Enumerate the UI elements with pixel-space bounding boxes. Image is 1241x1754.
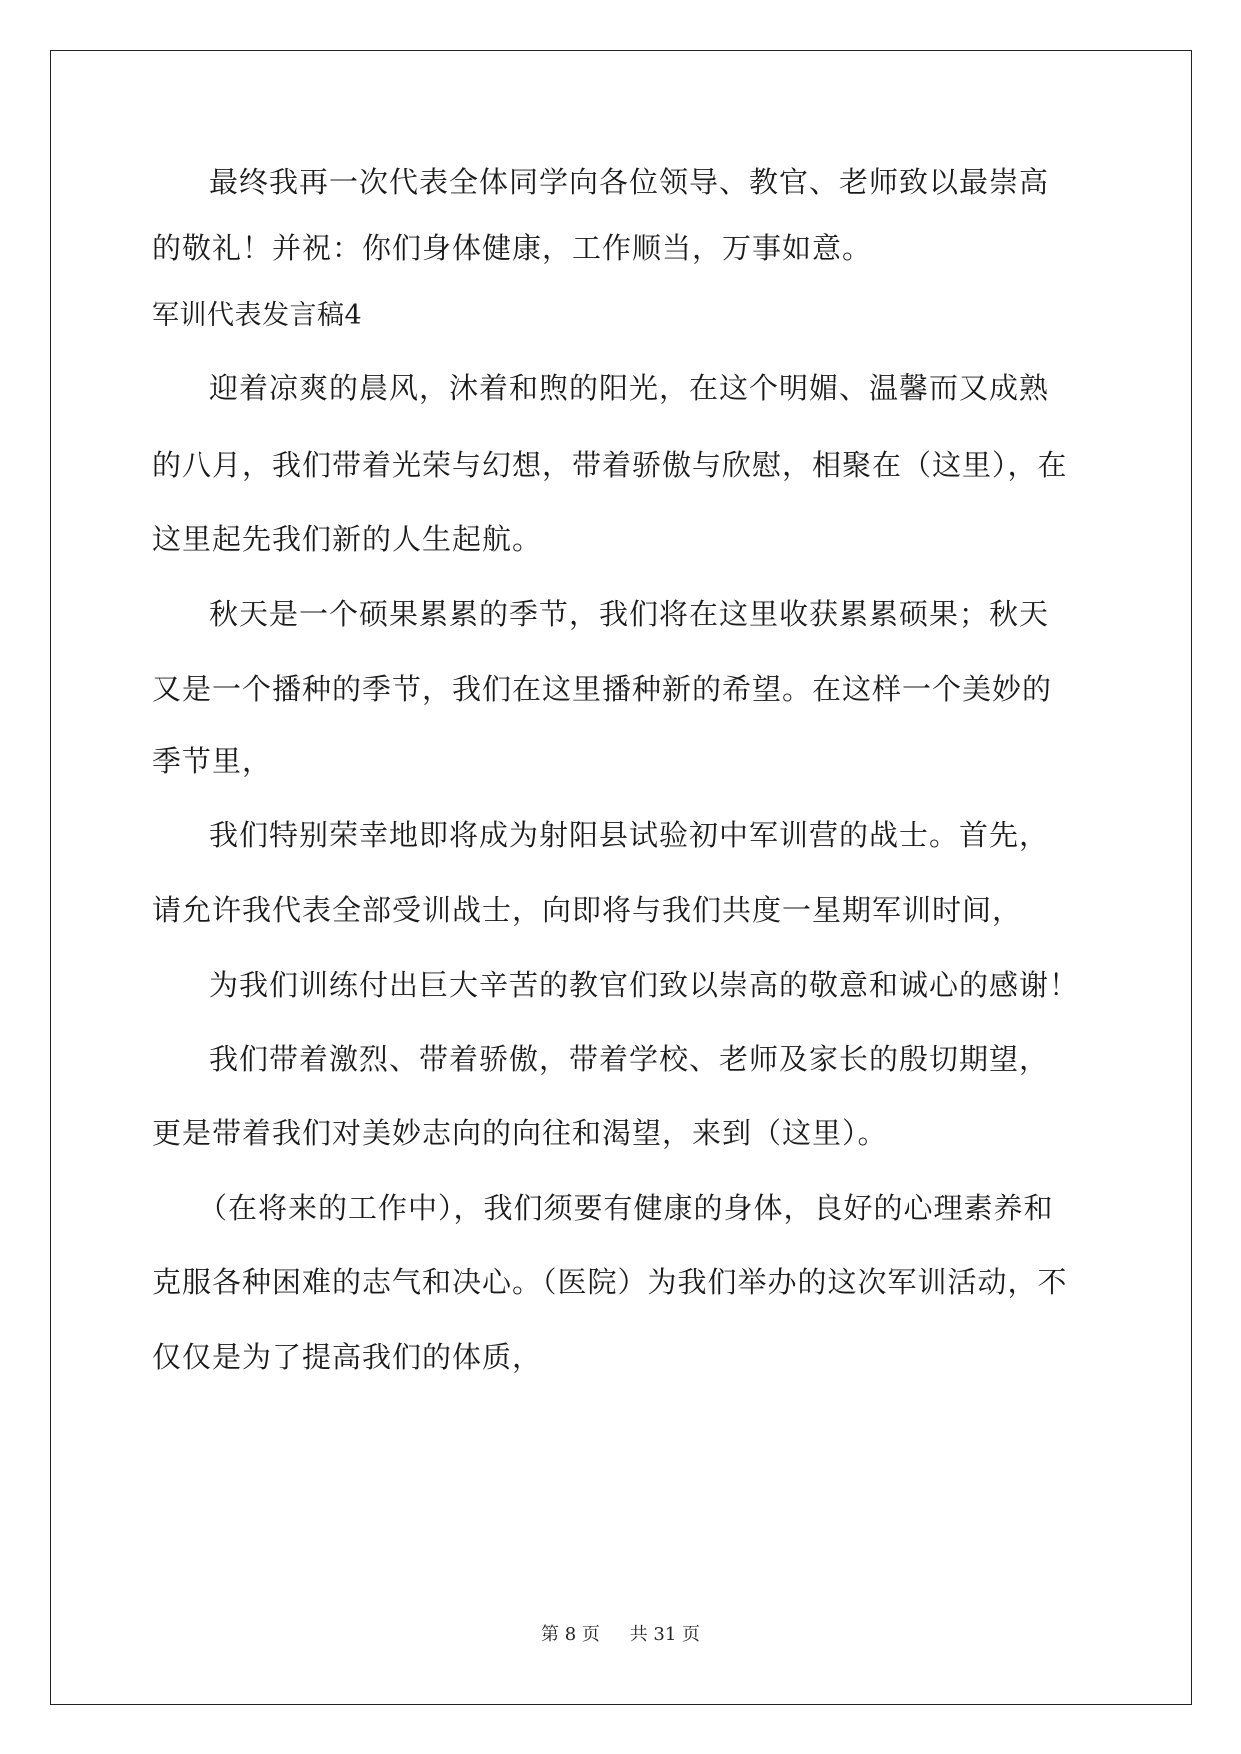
paragraph-line: 最终我再一次代表全体同学向各位领导、教官、老师致以最崇高 [209,165,1050,199]
paragraph-line: 我们特别荣幸地即将成为射阳县试验初中军训营的战士。首先， [209,818,1050,852]
paragraph-line: 更是带着我们对美妙志向的向往和渴望，来到（这里）。 [152,1116,888,1150]
paragraph-line: 又是一个播种的季节，我们在这里播种新的希望。在这样一个美妙的 [152,672,1053,706]
paragraph-line: 的敬礼！并祝：你们身体健康，工作顺当，万事如意。 [152,231,873,265]
paragraph-line: 仅仅是为了提高我们的体质， [152,1340,543,1374]
paragraph-line: （在将来的工作中），我们须要有健康的身体，良好的心理素养和 [198,1191,1054,1225]
paragraph-line: 为我们训练付出巨大辛苦的教官们致以崇高的敬意和诚心的感谢！ [209,968,1080,1002]
paragraph-line: 的八月，我们带着光荣与幻想，带着骄傲与欣慰，相聚在（这里），在 [152,448,1068,482]
paragraph-line: 迎着凉爽的晨风，沐着和煦的阳光，在这个明媚、温馨而又成熟 [209,371,1050,405]
section-heading: 军训代表发言稿4 [152,300,363,331]
paragraph-line: 我们带着激烈、带着骄傲，带着学校、老师及家长的殷切期望， [209,1042,1050,1076]
paragraph-line: 季节里， [152,744,273,778]
page-total: 共 31 页 [629,1624,700,1645]
page-number: 第 8 页 [541,1624,600,1645]
paragraph-line: 这里起先我们新的人生起航。 [152,522,543,556]
page-footer [0,1624,1241,1646]
paragraph-line: 克服各种困难的志气和决心。（医院）为我们举办的这次军训活动，不 [152,1265,1068,1299]
paragraph-line: 请允许我代表全部受训战士，向即将与我们共度一星期军训时间， [152,893,1023,927]
paragraph-line: 秋天是一个硕果累累的季节，我们将在这里收获累累硕果；秋天 [209,597,1050,631]
